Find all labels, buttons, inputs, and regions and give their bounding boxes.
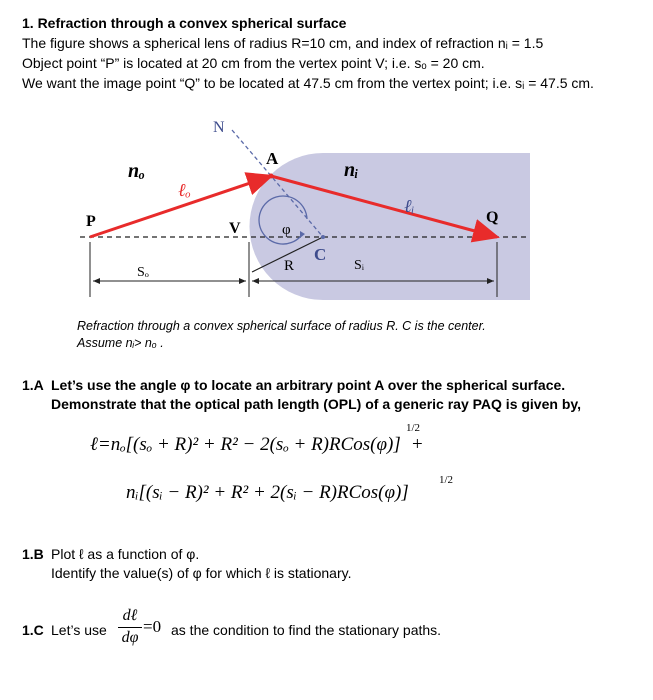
part-c-label: 1.C xyxy=(22,622,44,638)
part-b-label: 1.B xyxy=(22,546,44,562)
label-C: C xyxy=(314,245,327,264)
label-phi: φ xyxy=(282,222,291,238)
label-so: Sₒ xyxy=(137,265,149,280)
label-V: V xyxy=(229,220,241,237)
part-a-label: 1.A xyxy=(22,377,44,393)
point-C-marker xyxy=(321,235,325,239)
opl-equation-plus: + xyxy=(412,434,423,455)
label-N: N xyxy=(213,119,225,136)
part-a-text-1: Let’s use the angle φ to locate an arbitrary point A over the spherical surface. xyxy=(51,377,566,393)
problem-line-2: Object point “P” is located at 20 cm from the vertex point V; i.e. sₒ = 20 cm. xyxy=(22,55,485,71)
part-b-text-2: Identify the value(s) of φ for which ℓ is stationary. xyxy=(51,565,352,581)
figure-caption-2: Assume nᵢ> nₒ . xyxy=(77,336,164,350)
problem-line-1: The figure shows a spherical lens of radius R=10 cm, and index of refraction nᵢ = 1.5 xyxy=(22,35,544,51)
problem-title: 1. Refraction through a convex spherical surface xyxy=(22,15,347,31)
fraction-bar xyxy=(118,627,142,628)
derivative-numerator: dℓ xyxy=(122,607,138,624)
part-c-text-pre: Let’s use xyxy=(51,622,107,638)
lens-body xyxy=(250,153,531,300)
label-si: Sᵢ xyxy=(354,258,365,273)
label-R: R xyxy=(284,258,295,274)
label-P: P xyxy=(86,213,96,230)
part-c-text-post: as the condition to find the stationary paths. xyxy=(171,622,442,638)
point-A-marker xyxy=(269,174,274,179)
label-n-object: nₒ xyxy=(128,160,145,182)
opl-equation-exponent-1: 1/2 xyxy=(406,422,421,434)
opl-equation-exponent-2: 1/2 xyxy=(439,474,454,486)
part-a-text-2: Demonstrate that the optical path length (OPL) of a generic ray PAQ is given by, xyxy=(51,396,582,412)
figure-caption-1: Refraction through a convex spherical surface of radius R. C is the center. xyxy=(77,319,486,333)
problem-line-3: We want the image point “Q” to be located at 47.5 cm from the vertex point; i.e. sᵢ = 47.5 cm. xyxy=(22,75,594,91)
opl-equation-line-1: ℓ=nₒ[(sₒ + R)² + R² − 2(sₒ + R)RCos(φ)] xyxy=(90,434,401,455)
label-l-object: ℓₒ xyxy=(178,180,191,200)
opl-equation-line-2: nᵢ[(sᵢ − R)² + R² + 2(sᵢ − R)RCos(φ)] xyxy=(126,482,409,503)
label-Q: Q xyxy=(486,209,499,226)
label-A: A xyxy=(266,149,279,168)
part-b-text-1: Plot ℓ as a function of φ. xyxy=(51,546,200,562)
refraction-figure xyxy=(0,100,653,420)
derivative-equals-zero: =0 xyxy=(143,617,162,636)
label-n-image: nᵢ xyxy=(344,159,359,181)
derivative-denominator: dφ xyxy=(121,629,139,646)
label-l-image: ℓᵢ xyxy=(404,196,415,216)
